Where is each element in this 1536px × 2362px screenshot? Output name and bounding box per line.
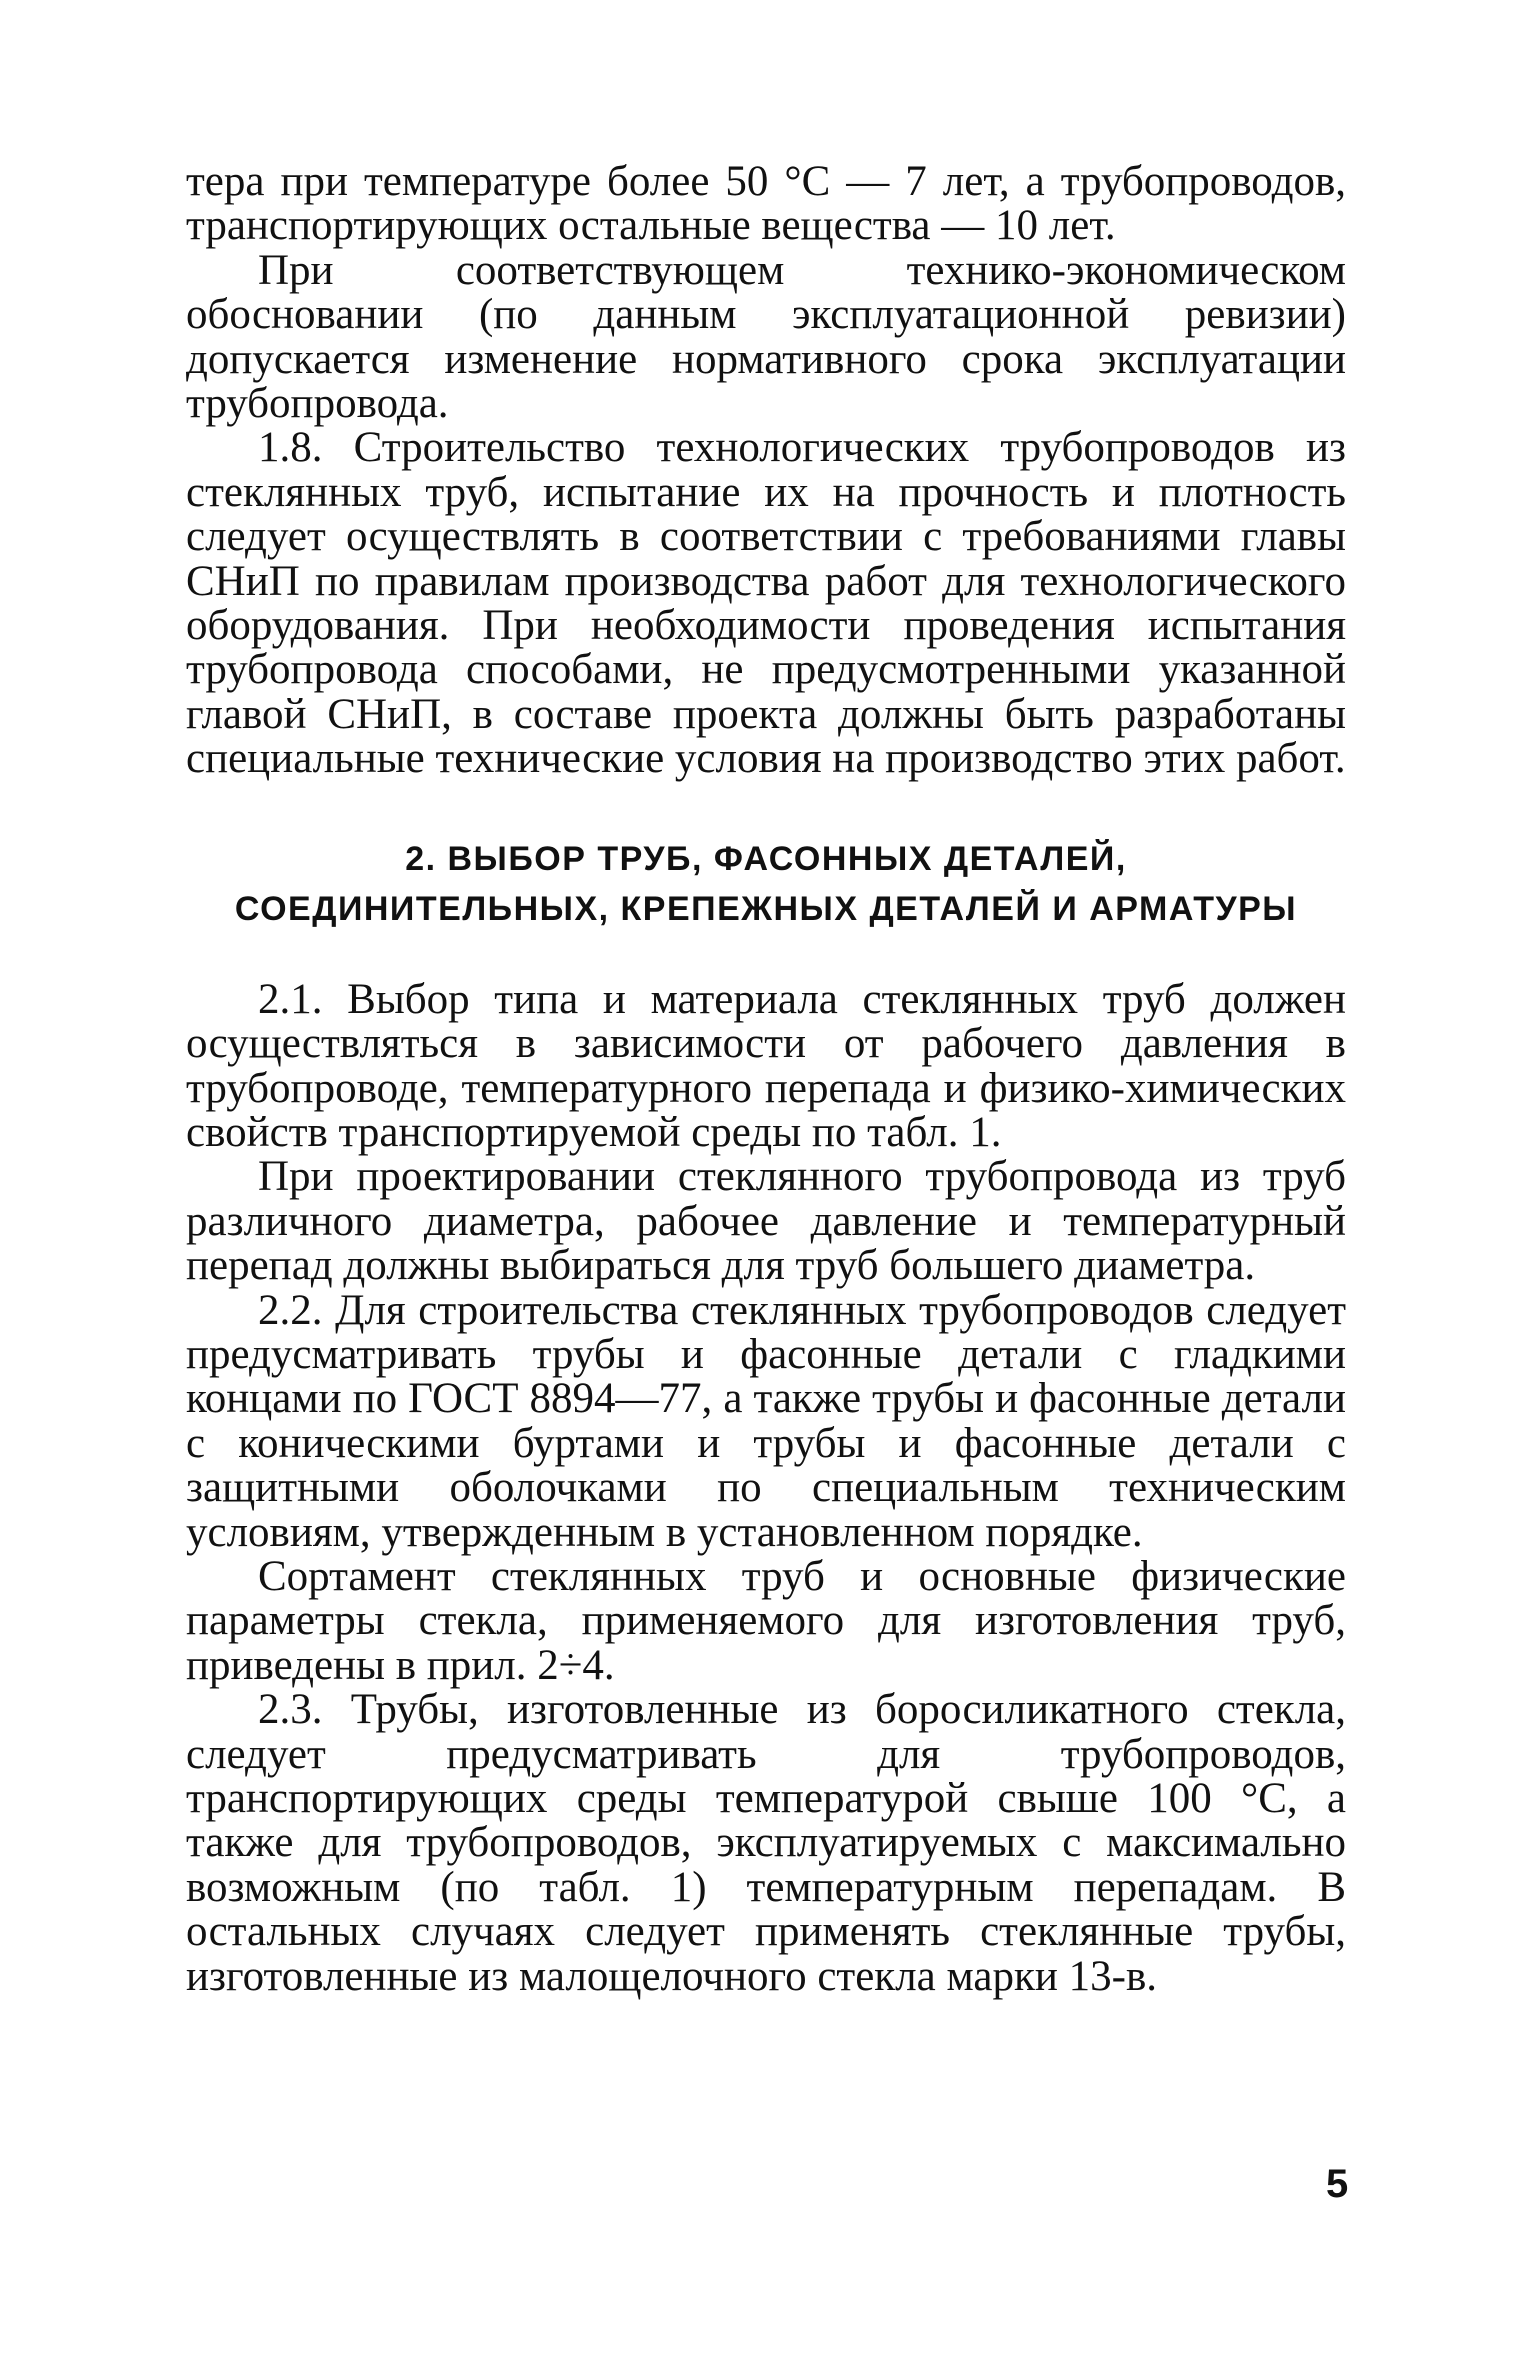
section-heading <box>186 834 1346 934</box>
paragraph-justification: При соответствующем технико-экономическом обосновании (по данным эксплуатационной ревизии) допускается изменение нормативного срока эксплуатации трубопровода. <box>186 246 1346 428</box>
document-page <box>186 160 1346 1999</box>
page-number: 5 <box>1326 2162 1349 2206</box>
section-heading-line-2: СОЕДИНИТЕЛЬНЫХ, КРЕПЕЖНЫХ ДЕТАЛЕЙ И АРМАТУРЫ <box>234 889 1298 928</box>
paragraph-1-8: 1.8. Строительство технологических трубопроводов из стеклянных труб, испытание их на прочность и плотность следует осуществлять в соответствии с требованиями главы СНиП по правилам производства работ для технологического оборудования. При необходимости проведения испытания трубопровода способами, не предусмотренными указанной главой СНиП, в составе проекта должны быть разработаны специальные технические условия на производство этих работ. <box>186 424 1346 783</box>
paragraph-2-2: 2.2. Для строительства стеклянных трубопроводов следует предусматривать трубы и фасонные детали с гладкими концами по ГОСТ 8894—77, а также трубы и фасонные детали с коническими буртами и трубы и фасонные детали с защитными оболочками по специальным техническим условиям, утвержденным в установленном порядке. <box>186 1286 1346 1556</box>
paragraph-2-1: 2.1. Выбор типа и материала стеклянных труб должен осуществляться в зависимости от рабочего давления в трубопроводе, температурного перепада и физико-химических свойств транспортируемой среды по табл. 1. <box>186 975 1346 1156</box>
section-heading-line-1: 2. ВЫБОР ТРУБ, ФАСОННЫХ ДЕТАЛЕЙ, <box>405 839 1127 878</box>
paragraph-diameter: При проектировании стеклянного трубопровода из труб различного диаметра, рабочее давление и температурный перепад должны выбираться для труб большего диаметра. <box>186 1153 1346 1290</box>
paragraph-assortment: Сортамент стеклянных труб и основные физические параметры стекла, применяемого для изготовления труб, приведены в прил. 2÷4. <box>186 1552 1346 1689</box>
paragraph-continuation: тера при температуре более 50 °С — 7 лет, а трубопроводов, транспортирующих остальные вещества — 10 лет. <box>186 158 1346 250</box>
paragraph-2-3: 2.3. Трубы, изготовленные из боросиликатного стекла, следует предусматривать для трубопроводов, транспортирующих среды температурой свыше 100 °С, а также для трубопроводов, эксплуатируемых с максимально возможным (по табл. 1) температурным перепадам. В остальных случаях следует применять стеклянные трубы, изготовленные из малощелочного стекла марки 13-в. <box>186 1686 1346 2000</box>
